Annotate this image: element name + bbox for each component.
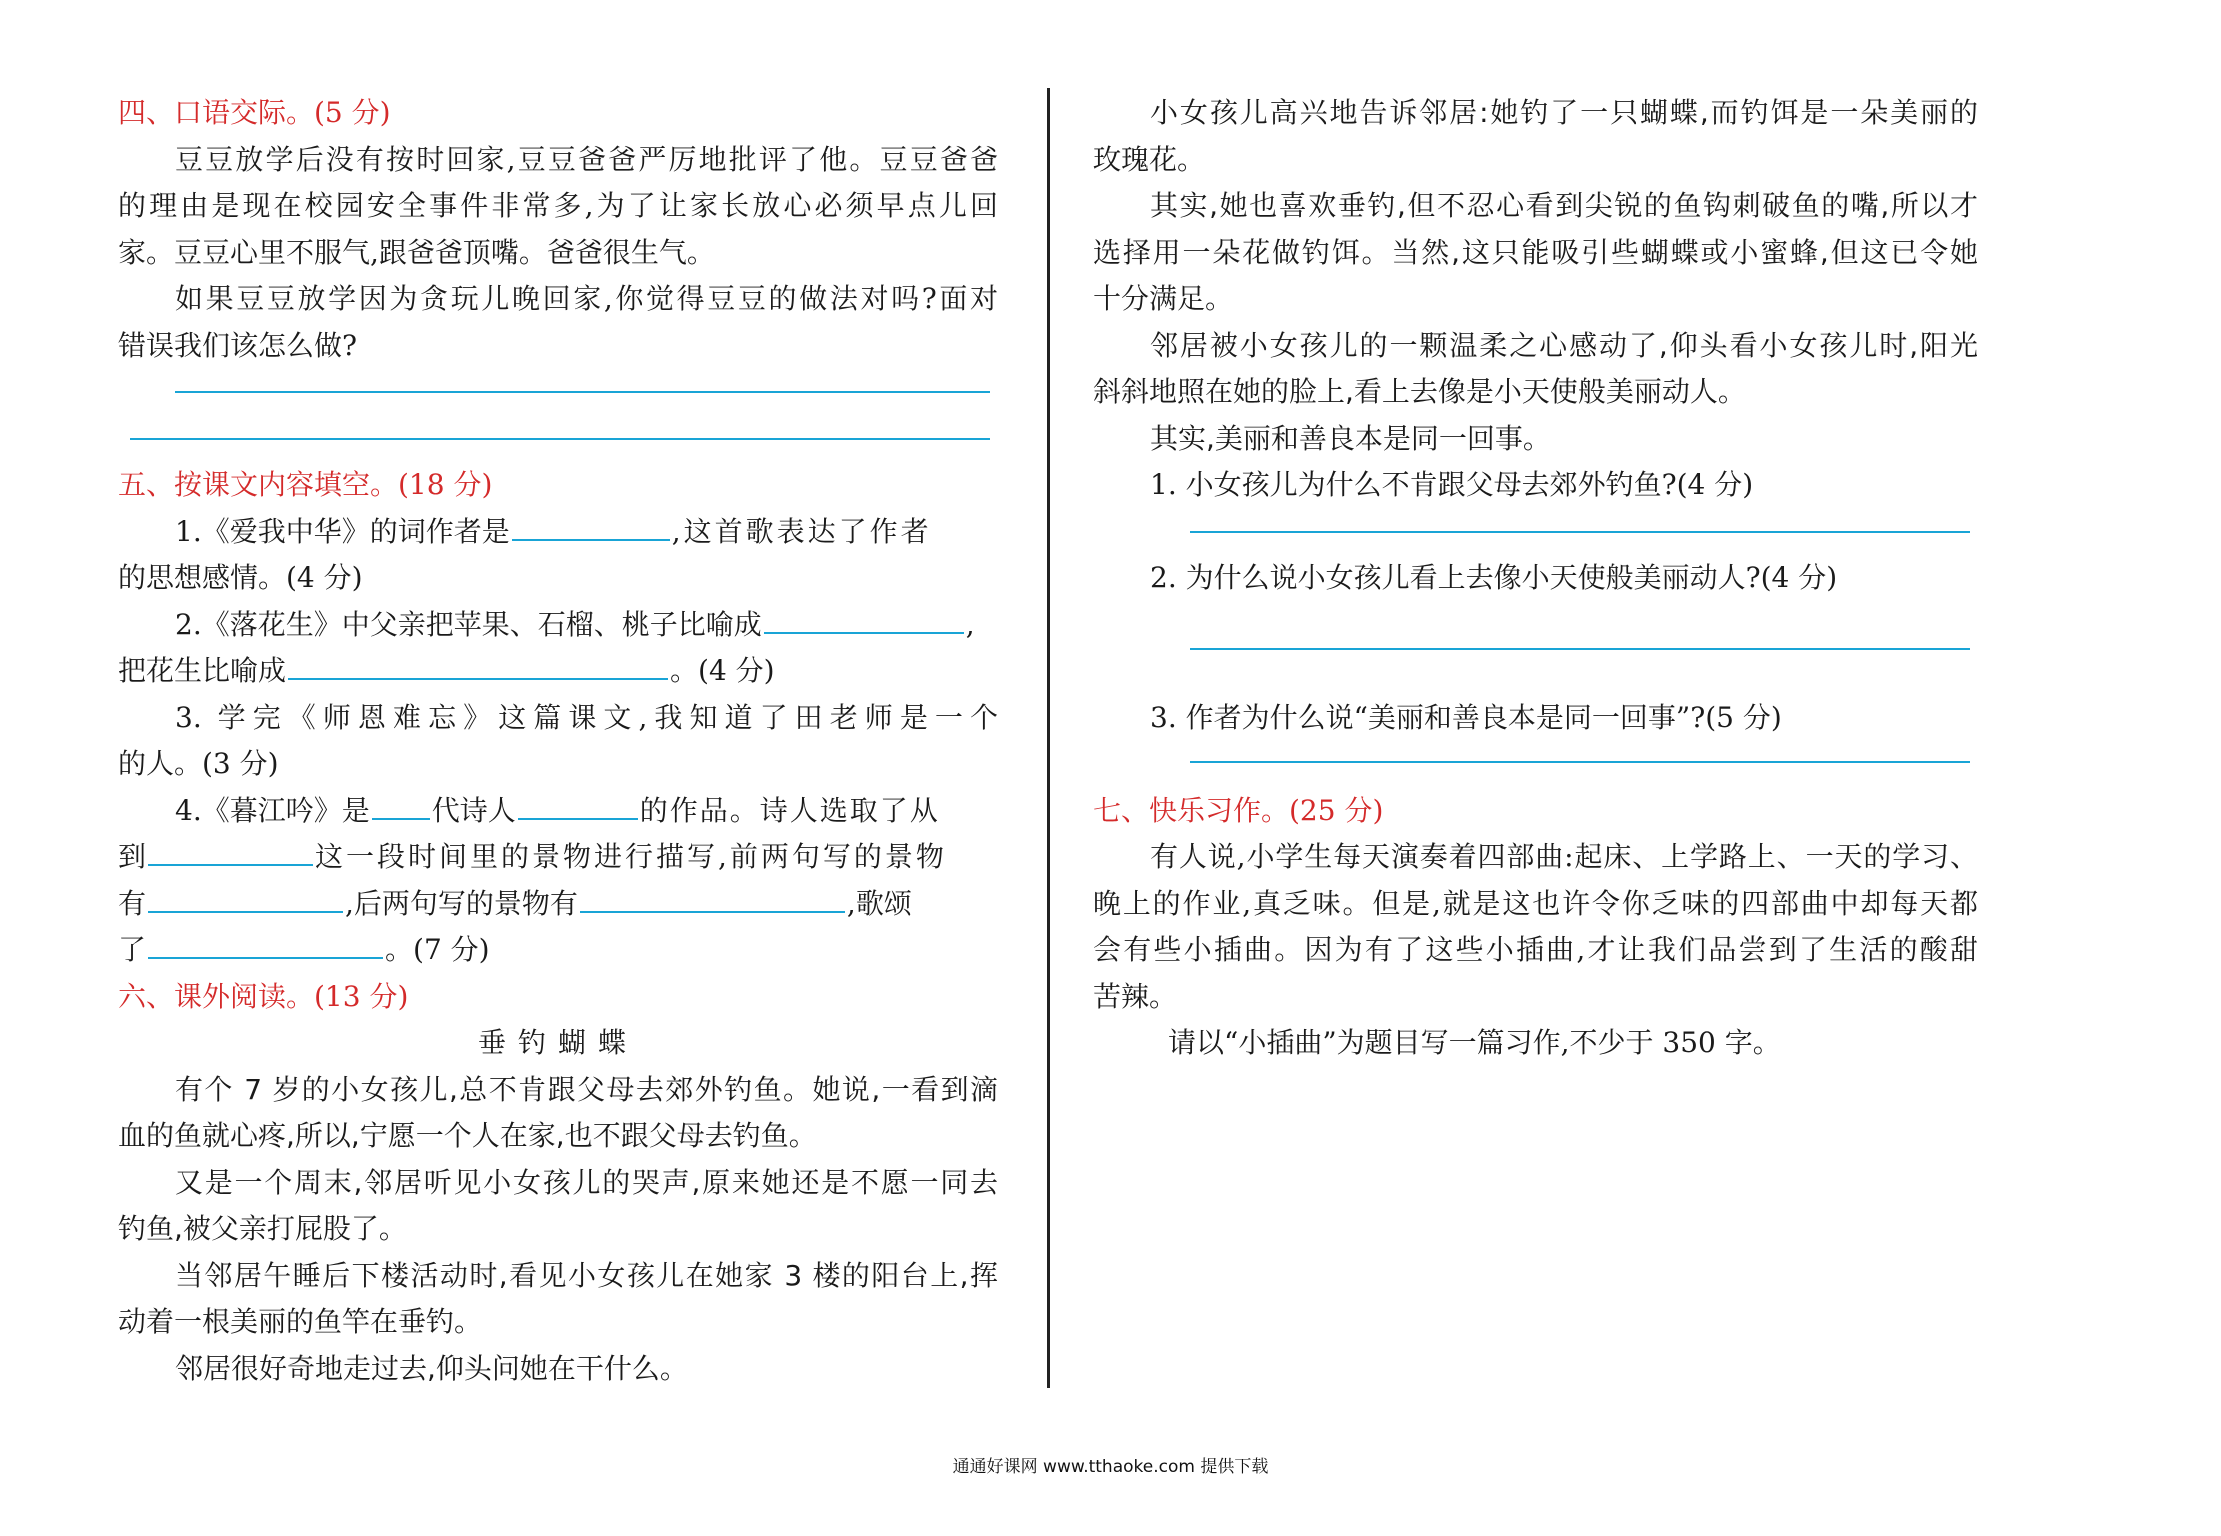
question-4-cont xyxy=(118,881,998,928)
paragraph-line: 的理由是现在校园安全事件非常多,为了让家长放心必须早点儿回 xyxy=(118,189,998,222)
fill-blank[interactable] xyxy=(372,788,430,820)
question-2 xyxy=(118,602,998,649)
paragraph-line: 错误我们该怎么做? xyxy=(118,328,358,362)
story-line: 选择用一朵花做钓饵。当然,这只能吸引些蝴蝶或小蜜蜂,但这已令她 xyxy=(1093,235,1978,269)
answer-area[interactable] xyxy=(118,369,998,416)
story-line: 有个 7 岁的小女孩儿,总不肯跟父母去郊外钓鱼。她说,一看到滴 xyxy=(175,1072,998,1106)
story-line: 其实,她也喜欢垂钓,但不忍心看到尖锐的鱼钩刺破鱼的嘴,所以才 xyxy=(1150,189,1978,222)
answer-line[interactable] xyxy=(1190,648,1970,650)
answer-area[interactable] xyxy=(118,416,998,463)
story-line: 十分满足。 xyxy=(1093,282,1234,315)
section-6-title: 六、课外阅读。(13 分) xyxy=(118,979,409,1013)
fill-blank[interactable] xyxy=(288,648,668,680)
story-line: 钓鱼,被父亲打屁股了。 xyxy=(118,1212,407,1245)
paragraph-line: 会有些小插曲。因为有了这些小插曲,才让我们品尝到了生活的酸甜 xyxy=(1093,933,1978,966)
reading-question-2: 2. 为什么说小女孩儿看上去像小天使般美丽动人?(4 分) xyxy=(1150,561,1838,594)
story-line: 邻居很好奇地走过去,仰头问她在干什么。 xyxy=(175,1351,688,1385)
fill-blank[interactable] xyxy=(512,509,670,541)
answer-line[interactable] xyxy=(1190,531,1970,533)
paragraph-line: 家。豆豆心里不服气,跟爸爸顶嘴。爸爸很生气。 xyxy=(118,235,715,269)
question-text: 。(7 分) xyxy=(385,933,490,966)
paragraph-line: 苦辣。 xyxy=(1093,979,1178,1013)
footer-credit: 通通好课网 www.tthaoke.com 提供下载 xyxy=(952,1457,1269,1477)
question-text: ,这首歌表达了作者 xyxy=(671,514,932,548)
story-line: 邻居被小女孩儿的一颗温柔之心感动了,仰头看小女孩儿时,阳光 xyxy=(1150,328,1978,362)
answer-line[interactable] xyxy=(130,438,990,440)
question-text: 2.《落花生》中父亲把苹果、石榴、桃子比喻成 xyxy=(175,607,762,641)
left-column xyxy=(118,90,998,1392)
question-text: 。(4 分) xyxy=(670,654,775,687)
question-text: 1.《爱我中华》的词作者是 xyxy=(175,514,510,548)
question-1 xyxy=(118,509,998,556)
question-text: 了 xyxy=(118,933,147,966)
paragraph-line: 有人说,小学生每天演奏着四部曲:起床、上学路上、一天的学习、 xyxy=(1150,840,1978,873)
question-4-cont xyxy=(118,834,998,881)
answer-area[interactable] xyxy=(1093,509,1978,556)
story-line: 斜斜地照在她的脸上,看上去像是小天使般美丽动人。 xyxy=(1093,375,1746,408)
fill-blank[interactable] xyxy=(518,788,638,820)
question-text: 这一段时间里的景物进行描写,前两句写的景物 xyxy=(315,840,947,873)
question-text: 的作品。诗人选取了从 xyxy=(639,793,940,827)
story-line: 当邻居午睡后下楼活动时,看见小女孩儿在她家 3 楼的阳台上,挥 xyxy=(175,1258,998,1292)
section-4-title: 四、口语交际。(5 分) xyxy=(118,96,391,129)
question-4 xyxy=(118,788,998,835)
story-line: 又是一个周末,邻居听见小女孩儿的哭声,原来她还是不愿一同去 xyxy=(175,1165,998,1199)
question-3: 3. 学完《师恩难忘》这篇课文,我知道了田老师是一个 xyxy=(175,700,998,734)
question-text: ,歌颂 xyxy=(846,886,912,920)
paragraph-line: 如果豆豆放学因为贪玩儿晚回家,你觉得豆豆的做法对吗?面对 xyxy=(175,282,998,315)
fill-blank[interactable] xyxy=(148,881,343,913)
story-title: 垂钓蝴蝶 xyxy=(477,1026,638,1059)
answer-line[interactable] xyxy=(175,391,990,393)
story-line: 血的鱼就心疼,所以,宁愿一个人在家,也不跟父母去钓鱼。 xyxy=(118,1119,817,1152)
fill-blank[interactable] xyxy=(764,602,964,634)
section-7-title: 七、快乐习作。(25 分) xyxy=(1093,793,1384,827)
question-text: 有 xyxy=(118,886,147,920)
question-text: , xyxy=(965,607,975,641)
answer-area[interactable] xyxy=(1093,648,1978,695)
story-line: 其实,美丽和善良本是同一回事。 xyxy=(1150,421,1551,455)
section-5-title: 五、按课文内容填空。(18 分) xyxy=(118,468,493,501)
reading-question-3: 3. 作者为什么说“美丽和善良本是同一回事”?(5 分) xyxy=(1150,700,1782,734)
story-line: 小女孩儿高兴地告诉邻居:她钓了一只蝴蝶,而钓饵是一朵美丽的 xyxy=(1150,96,1978,129)
reading-question-1: 1. 小女孩儿为什么不肯跟父母去郊外钓鱼?(4 分) xyxy=(1150,468,1754,501)
question-text: 把花生比喻成 xyxy=(118,654,287,687)
paragraph-line: 豆豆放学后没有按时回家,豆豆爸爸严厉地批评了他。豆豆爸爸 xyxy=(175,142,998,176)
question-text: 的人。(3 分) xyxy=(118,747,279,780)
question-text: ,后两句写的景物有 xyxy=(345,886,578,920)
question-2-cont xyxy=(118,648,998,695)
question-text: 到 xyxy=(118,840,147,873)
paragraph-line: 晚上的作业,真乏味。但是,就是这也许令你乏味的四部曲中却每天都 xyxy=(1093,886,1978,920)
answer-spacer xyxy=(1093,602,1978,649)
question-4-cont xyxy=(118,927,998,974)
question-text: 4.《暮江吟》是 xyxy=(175,793,370,827)
story-line: 玫瑰花。 xyxy=(1093,142,1206,176)
question-text: 的思想感情。(4 分) xyxy=(118,561,363,594)
answer-area[interactable] xyxy=(1093,741,1978,788)
answer-line[interactable] xyxy=(1190,761,1970,763)
fill-blank[interactable] xyxy=(148,927,383,959)
fill-blank[interactable] xyxy=(580,881,845,913)
question-text: 代诗人 xyxy=(431,793,516,827)
right-column xyxy=(1093,90,1978,1067)
fill-blank[interactable] xyxy=(148,834,313,866)
paragraph-line: 请以“小插曲”为题目写一篇习作,不少于 350 字。 xyxy=(1168,1026,1781,1059)
column-divider xyxy=(1047,88,1050,1388)
story-line: 动着一根美丽的鱼竿在垂钓。 xyxy=(118,1305,483,1338)
